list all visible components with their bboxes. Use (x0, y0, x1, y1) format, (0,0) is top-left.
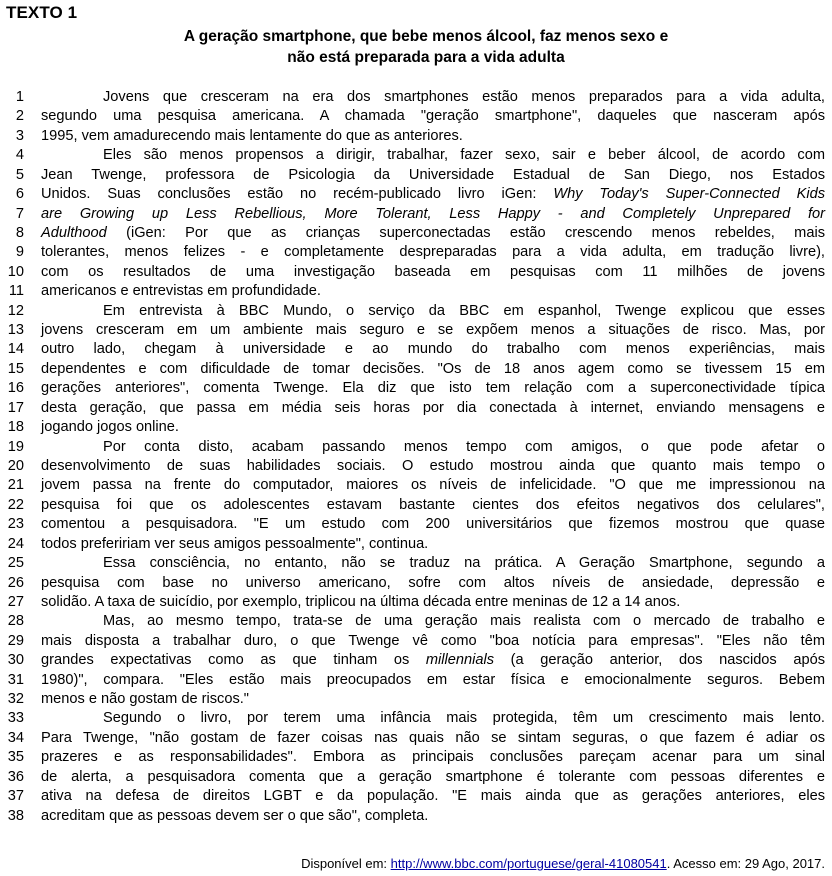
text-line (0, 263, 832, 282)
line-text (41, 205, 825, 224)
line-number: 2 (15, 108, 24, 125)
line-text (41, 651, 825, 670)
source-suffix: . Acesso em: 29 Ago, 2017. (666, 856, 825, 871)
text-line (0, 321, 832, 340)
line-number: 23 (7, 516, 24, 533)
text-title (60, 26, 792, 68)
line-number: 3 (15, 127, 24, 144)
line-number: 16 (7, 380, 24, 397)
text-line (0, 205, 832, 224)
text-run: Essa consciência, no entanto, não se traduz na prática. A Geração Smartphone, segundo a (103, 555, 825, 572)
line-text (41, 729, 825, 748)
text-line (0, 107, 832, 126)
text-run: dependentes e com dificuldade de tomar decisões. "Os de 18 anos agem como se tivessem 15 em (41, 360, 825, 377)
text-run: (iGen: Por que as crianças superconectadas estão crescendo menos rebeldes, mais (106, 224, 825, 241)
italic-run: are Growing up Less Rebellious, More Tolerant, Less Happy - and Completely Unprepared for (41, 205, 825, 222)
line-text (41, 709, 825, 728)
text-line (0, 709, 832, 728)
line-text (41, 399, 825, 418)
text-run: Segundo o livro, por terem uma infância mais protegida, têm um crescimento mais lento. (103, 710, 825, 727)
line-text (41, 302, 825, 321)
text-line (0, 379, 832, 398)
text-run: jogando jogos online. (41, 419, 179, 436)
line-text (41, 379, 825, 398)
text-line (0, 807, 832, 826)
text-line (0, 418, 832, 437)
line-number: 9 (15, 244, 24, 261)
line-number: 31 (7, 671, 24, 688)
italic-run: Why Today's Super-Connected Kids (553, 186, 826, 203)
text-line (0, 632, 832, 651)
line-text (41, 632, 825, 651)
text-title-line-2: não está preparada para a vida adulta (287, 49, 565, 66)
line-text (41, 690, 825, 709)
line-number: 19 (7, 438, 24, 455)
text-run: solidão. A taxa de suicídio, por exemplo, triplicou na última década entre meninas de 12 a 14 anos. (41, 593, 681, 610)
line-text (41, 146, 825, 165)
text-run: Unidos. Suas conclusões estão no recém-publicado livro iGen: (41, 186, 554, 203)
line-text (41, 457, 825, 476)
text-run: Em entrevista à BBC Mundo, o serviço da BBC em espanhol, Twenge explicou que esses (103, 302, 825, 319)
line-text (41, 476, 825, 495)
source-prefix: Disponível em: (301, 856, 391, 871)
line-text (41, 263, 825, 282)
text-line (0, 224, 832, 243)
text-run: pesquisa foi que os adolescentes estavam bastante cientes dos efeitos negativos dos celulares", (41, 496, 825, 513)
text-run: de alerta, a pesquisadora comenta que a geração smartphone é tolerante com pessoas diferentes e (41, 768, 825, 785)
text-line (0, 457, 832, 476)
text-run: Por conta disto, acabam passando menos tempo com amigos, o que pode afetar o (103, 438, 825, 455)
line-number: 27 (7, 593, 24, 610)
text-line (0, 690, 832, 709)
text-run: menos e não gostam de riscos." (41, 691, 249, 708)
text-run: 1995, vem amadurecendo mais lentamente do que as anteriores. (41, 127, 463, 144)
text-line (0, 243, 832, 262)
line-number: 25 (7, 555, 24, 572)
line-number: 11 (8, 283, 24, 300)
text-line (0, 146, 832, 165)
line-number: 22 (7, 496, 24, 513)
text-line (0, 729, 832, 748)
line-number: 36 (7, 768, 24, 785)
text-line (0, 476, 832, 495)
line-number: 12 (7, 302, 24, 319)
line-text (41, 515, 825, 534)
line-number: 24 (7, 535, 24, 552)
text-line (0, 535, 832, 554)
line-text (41, 166, 825, 185)
text-line (0, 166, 832, 185)
text-run: acreditam que as pessoas devem ser o que são", completa. (41, 807, 429, 824)
italic-run: millennials (425, 652, 495, 669)
text-run: Mas, ao mesmo tempo, trata-se de uma geração mais realista com o mercado de trabalho e (103, 613, 825, 630)
text-line (0, 515, 832, 534)
line-number: 6 (15, 186, 24, 203)
text-run: americanos e entrevistas em profundidade. (41, 283, 321, 300)
line-text (41, 768, 825, 787)
line-number: 1 (15, 89, 24, 105)
line-number: 7 (15, 205, 24, 222)
line-text (41, 748, 825, 767)
line-text (41, 535, 825, 554)
text-run: desta geração, que passa em média seis horas por dia conectada à internet, enviando mensagens e (41, 399, 825, 416)
line-text (41, 438, 825, 457)
line-text (41, 671, 825, 690)
line-number: 18 (7, 419, 24, 436)
line-text (41, 496, 825, 515)
text-line (0, 360, 832, 379)
line-number: 30 (7, 652, 24, 669)
text-run: com os resultados de uma investigação baseada em pesquisas com 11 milhões de jovens (41, 263, 825, 280)
text-title-line-1: A geração smartphone, que bebe menos álcool, faz menos sexo e (183, 28, 669, 45)
source-citation (41, 855, 825, 872)
text-line (0, 399, 832, 418)
text-run: Para Twenge, "não gostam de fazer coisas nas quais não se sintam seguras, o que fazem é adiar os (41, 729, 825, 746)
line-number: 26 (7, 574, 24, 591)
text-line (0, 438, 832, 457)
line-number: 20 (7, 457, 24, 474)
text-run: Eles são menos propensos a dirigir, trabalhar, fazer sexo, sair e beber álcool, de acordo com (103, 147, 825, 164)
line-text (41, 574, 825, 593)
text-run: mais disposta a trabalhar duro, o que Twenge vê como "boa notícia para empresas". "Eles não têm (41, 632, 825, 649)
line-number: 15 (7, 360, 24, 377)
source-url-link[interactable]: http://www.bbc.com/portuguese/geral-41080541 (390, 856, 667, 871)
line-number: 5 (15, 166, 24, 183)
line-text (41, 340, 825, 359)
line-text (41, 321, 825, 340)
line-number: 32 (7, 691, 24, 708)
line-number: 8 (15, 224, 24, 241)
text-run: grandes expectativas como as que tinham os (41, 652, 426, 669)
line-number: 14 (7, 341, 24, 358)
text-line (0, 768, 832, 787)
line-text (41, 593, 825, 612)
text-line (0, 787, 832, 806)
line-text (41, 554, 825, 573)
line-text (41, 418, 825, 437)
text-run: tolerantes, menos felizes - e completamente despreparadas para a vida adulta, em tradução livre), (41, 244, 825, 261)
line-text (41, 612, 825, 631)
text-line (0, 185, 832, 204)
line-number: 34 (7, 729, 24, 746)
line-number: 33 (7, 710, 24, 727)
text-run: Jean Twenge, professora de Psicologia da Universidade Estadual de San Diego, nos Estados (41, 166, 825, 183)
line-text (41, 282, 825, 301)
line-text (41, 88, 825, 107)
text-line (0, 340, 832, 359)
text-run: segundo uma pesquisa americana. A chamada "geração smartphone", daqueles que nasceram após (41, 108, 825, 125)
line-text (41, 787, 825, 806)
line-number: 4 (15, 147, 24, 164)
text-line (0, 127, 832, 146)
line-number: 13 (7, 322, 24, 339)
text-run: (a geração anterior, dos nascidos após (494, 652, 825, 669)
document-label: TEXTO 1 (6, 3, 78, 22)
line-text (41, 127, 825, 146)
text-run: outro lado, chegam à universidade e ao mundo do trabalho com menos experiências, mais (41, 341, 825, 358)
text-line (0, 748, 832, 767)
text-line (0, 593, 832, 612)
line-text (41, 107, 825, 126)
text-run: todos prefeririam ver seus amigos pessoalmente", continua. (41, 535, 429, 552)
text-line (0, 651, 832, 670)
line-text (41, 224, 825, 243)
text-line (0, 282, 832, 301)
line-number: 37 (7, 788, 24, 805)
text-run: 1980)", compara. "Eles estão mais preocupados em estar física e emocionalmente seguros. Bebem (41, 671, 825, 688)
text-run: desenvolvimento de suas habilidades sociais. O estudo mostrou ainda que quanto mais tempo o (41, 457, 825, 474)
line-text (41, 243, 825, 262)
text-line (0, 612, 832, 631)
text-line (0, 496, 832, 515)
text-run: pesquisa com base no universo americano, sofre com altos níveis de ansiedade, depressão e (41, 574, 825, 591)
line-text (41, 807, 825, 826)
line-number: 28 (7, 613, 24, 630)
italic-run: Adulthood (41, 224, 107, 241)
text-run: gerações anteriores", comenta Twenge. Ela diz que isto tem relação com a superconectividade típica (41, 380, 825, 397)
text-line (0, 302, 832, 321)
line-number: 10 (7, 263, 24, 280)
text-line (0, 574, 832, 593)
text-run: jovens cresceram em um ambiente mais seguro e se expõem menos a situações de risco. Mas, por (41, 322, 825, 339)
text-line (0, 554, 832, 573)
line-number: 17 (7, 399, 24, 416)
text-run: prazeres e as responsabilidades". Embora as principais conclusões pareçam acenar para um sinal (41, 749, 825, 766)
line-number: 38 (7, 807, 24, 824)
text-run: comentou a pesquisadora. "E um estudo com 200 universitários que fizemos mostrou que quase (41, 516, 825, 533)
text-run: jovem passa na frente do computador, maiores os níveis de infelicidade. "O que me impressionou na (41, 477, 825, 494)
line-number: 29 (7, 632, 24, 649)
line-text (41, 185, 825, 204)
line-text (41, 360, 825, 379)
line-number: 21 (7, 477, 24, 494)
line-number: 35 (7, 749, 24, 766)
text-line (0, 671, 832, 690)
text-run: ativa na defesa de direitos LGBT e da população. "E mais ainda que as gerações anteriores, eles (41, 788, 825, 805)
text-run: Jovens que cresceram na era dos smartphones estão menos preparados para a vida adulta, (103, 89, 825, 105)
text-line (0, 88, 832, 107)
